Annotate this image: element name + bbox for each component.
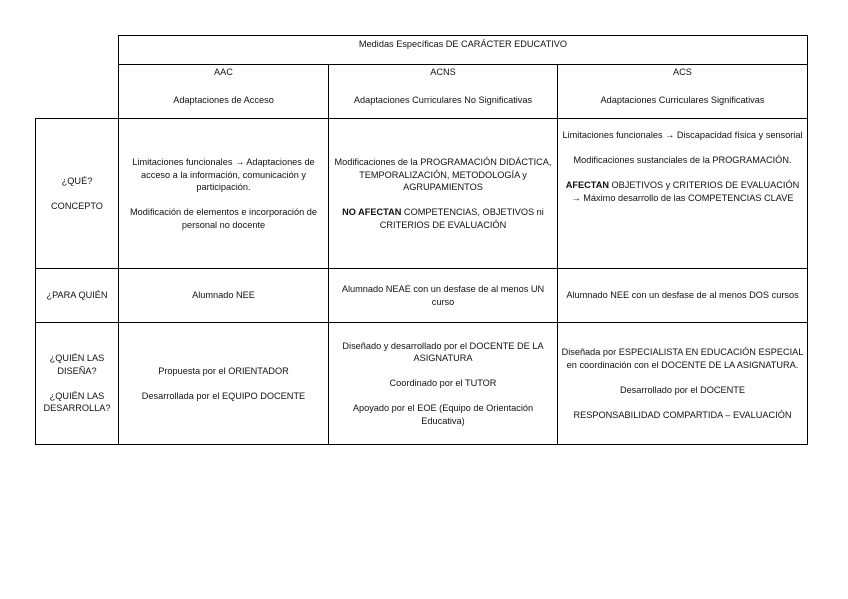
cell-text: Modificación de elementos e incorporación de personal no docente [130,207,317,230]
row-label: ¿QUIÉN LAS DESARROLLA? [43,390,111,414]
cell-quien-acs [558,323,807,444]
cell-text: OBJETIVOS y CRITERIOS DE EVALUACIÓN → Máximo desarrollo de las COMPETENCIAS CLAVE [571,180,800,203]
column-header-aac [119,66,328,118]
table-border-bottom [35,444,808,445]
cell-que-aac [119,119,328,268]
cell-que-acs [558,129,807,268]
column-header-acns [329,66,557,118]
cell-text: Modificaciones sustanciales de la PROGRAMACIÓN. [573,155,792,165]
cell-text [561,179,804,204]
table-title [119,36,807,52]
cell-text: RESPONSABILIDAD COMPARTIDA – EVALUACIÓN [573,409,792,420]
emphasis-text: NO AFECTAN [342,207,402,217]
column-header-acs [558,66,807,118]
row-label-quien [36,323,118,444]
column-name: Adaptaciones de Acceso [173,94,274,105]
measures-table [35,35,808,445]
column-name: Adaptaciones Curriculares Significativas [600,94,765,105]
row-label: CONCEPTO [51,200,103,211]
column-abbr: ACS [673,67,692,77]
cell-text: COMPETENCIAS, OBJETIVOS ni CRITERIOS DE EVALUACIÓN [379,207,544,230]
table-border-right [807,35,808,445]
cell-text: Coordinado por el TUTOR [389,378,497,389]
cell-text: Desarrollada por el EQUIPO DOCENTE [141,390,306,401]
cell-text: Alumnado NEE [192,290,255,301]
cell-text: Apoyado por el EOE (Equipo de Orientación Educativa) [352,403,534,426]
cell-text: Modificaciones de la PROGRAMACIÓN DIDÁCTICA, TEMPORALIZACIÓN, METODOLOGÍA y AGRUPAMIENTOS [334,157,552,192]
row-label-para-quien [36,269,118,322]
cell-quien-aac [119,323,328,444]
column-abbr: ACNS [430,67,456,77]
row-label-que [36,119,118,268]
emphasis-text: AFECTAN [565,180,609,190]
row-label: ¿QUIÉN LAS DISEÑA? [49,353,105,376]
cell-text: Limitaciones funcionales → Adaptaciones de acceso a la información, comunicación y participación. [132,157,315,192]
cell-para-quien-acs [558,269,807,322]
row-label: ¿PARA QUIÉN [46,290,108,301]
cell-para-quien-aac [119,269,328,322]
column-name: Adaptaciones Curriculares No Significativas [353,94,533,105]
cell-text [332,206,554,231]
cell-text: Diseñado y desarrollado por el DOCENTE DE LA ASIGNATURA [342,340,544,364]
cell-text: Propuesta por el ORIENTADOR [158,365,289,376]
cell-text: Alumnado NEAE con un desfase de al menos UN curso [341,284,545,307]
cell-que-acns [329,119,557,268]
cell-para-quien-acns [329,269,557,322]
column-abbr: AAC [214,67,233,77]
table-rule [118,64,808,65]
cell-text: Limitaciones funcionales → Discapacidad física y sensorial [562,130,803,140]
cell-quien-acns [329,323,557,444]
table-title-text: Medidas Específicas DE CARÁCTER EDUCATIVO [358,38,568,49]
cell-text: Desarrollado por el DOCENTE [619,384,746,395]
row-label: ¿QUÉ? [61,175,93,186]
cell-text: Alumnado NEE con un desfase de al menos DOS cursos [566,290,799,301]
cell-text: Diseñada por ESPECIALISTA EN EDUCACIÓN ESPECIAL en coordinación con el DOCENTE DE LA ASIGNATURA. [561,347,804,370]
